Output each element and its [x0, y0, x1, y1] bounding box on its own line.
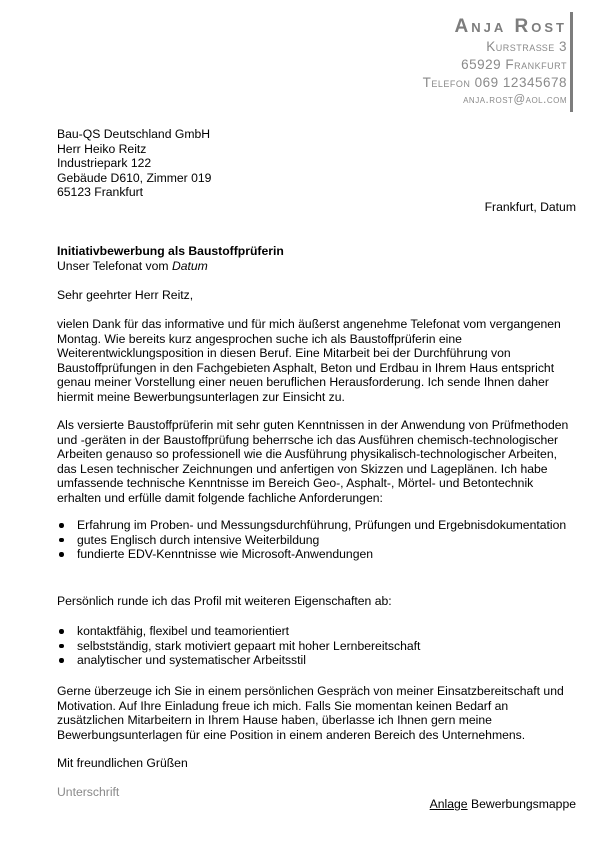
paragraph-intro: vielen Dank für das informative und für mich äußerst angenehme Telefonat vom vergangenen Montag. Wie bereits kurz angesprochen suche ich als Baustoffprüferin eine Weiterentwicklungsposition in diesen Beruf. Eine Mitarbeit bei der Durchführung von Baustoffprüfungen in den Fachgebieten Asphalt, Beton und Erdbau in Ihrem Haus entspricht genau meiner Vorstellung einer neuen beruflichen Herausforderung. Ich sende Ihnen daher hiermit meine Bewerbungsunterlagen zur Einsicht zu. [57, 317, 561, 404]
recipient-address [57, 127, 211, 200]
subject-block [57, 244, 577, 273]
place-date: Frankfurt, Datum [484, 200, 576, 214]
traits-list-container [57, 624, 577, 668]
list-item: fundierte EDV-Kenntnisse wie Microsoft-Anwendungen [57, 547, 577, 562]
sender-phone: Telefon 069 12345678 [422, 75, 567, 90]
list-item: selbstständig, stark motiviert gepaart mit hoher Lernbereitschaft [57, 639, 577, 654]
recipient-line: Bau-QS Deutschland GmbH [57, 127, 211, 141]
requirements-list [57, 518, 577, 562]
sender-street: Kurstraße 3 [486, 39, 567, 54]
sender-city: 65929 Frankfurt [461, 57, 567, 72]
requirements-list-container [57, 518, 577, 562]
subject-title: Initiativbewerbung als Baustoffprüferin [57, 244, 284, 258]
subject-reference [57, 259, 577, 274]
recipient-line: Gebäude D610, Zimmer 019 [57, 170, 212, 185]
list-item: kontaktfähig, flexibel und teamorientiert [57, 624, 577, 639]
list-item: gutes Englisch durch intensive Weiterbildung [57, 533, 577, 548]
closing-greeting: Mit freundlichen Grüßen [57, 756, 188, 770]
enclosure [430, 797, 576, 812]
list-item: analytischer und systematischer Arbeitsstil [57, 653, 577, 668]
recipient-line: Industriepark 122 [57, 156, 152, 171]
enclosure-label: Anlage [429, 797, 468, 811]
salutation: Sehr geehrter Herr Reitz, [57, 288, 194, 302]
signature: Unterschrift [57, 785, 120, 799]
sender-accent-bar [570, 12, 573, 112]
profile-intro: Persönlich runde ich das Profil mit weiteren Eigenschaften ab: [57, 594, 392, 608]
recipient-line: Herr Heiko Reitz [57, 141, 147, 156]
sender-email: anja.rost@aol.com [463, 94, 567, 106]
subject-reference-date: Datum [171, 258, 208, 273]
recipient-line: 65123 Frankfurt [57, 185, 144, 200]
list-item: Erfahrung im Proben- und Messungsdurchführung, Prüfungen und Ergebnisdokumentation [57, 518, 577, 533]
traits-list [57, 624, 577, 668]
subject-reference-prefix: Unser Telefonat vom [57, 258, 172, 273]
enclosure-text: Bewerbungsmappe [467, 797, 576, 811]
paragraph-qualifications: Als versierte Baustoffprüferin mit sehr guten Kenntnissen in der Anwendung von Prüfmethoden und -geräten in der Baustoffprüfung beherrsche ich das Ausführen chemisch-technologischer Arbeiten genauso so professionell wie die Ausführung physikalisch-technologischer Arbeiten, das Lesen technischer Zeichnungen und anfertigen von Skizzen und Lageplänen. Ich habe umfassende technische Kenntnisse im Bereich Geo-, Asphalt-, Mörtel- und Betontechnik erhalten und erfülle damit folgende fachliche Anforderungen: [57, 418, 569, 505]
sender-name: Anja Rost [454, 16, 567, 37]
sender-address [423, 16, 567, 109]
paragraph-closing: Gerne überzeuge ich Sie in einem persönlichen Gespräch von meiner Einsatzbereitschaft und Motivation. Auf Ihre Einladung freue ich mich. Falls Sie momentan keinen Bedarf an zusätzlichen Mitarbeitern in Ihrem Hause haben, überlasse ich Ihnen gern meine Bewerbungsunterlagen für eine Position in einem anderen Bereich des Unternehmens. [57, 684, 564, 742]
